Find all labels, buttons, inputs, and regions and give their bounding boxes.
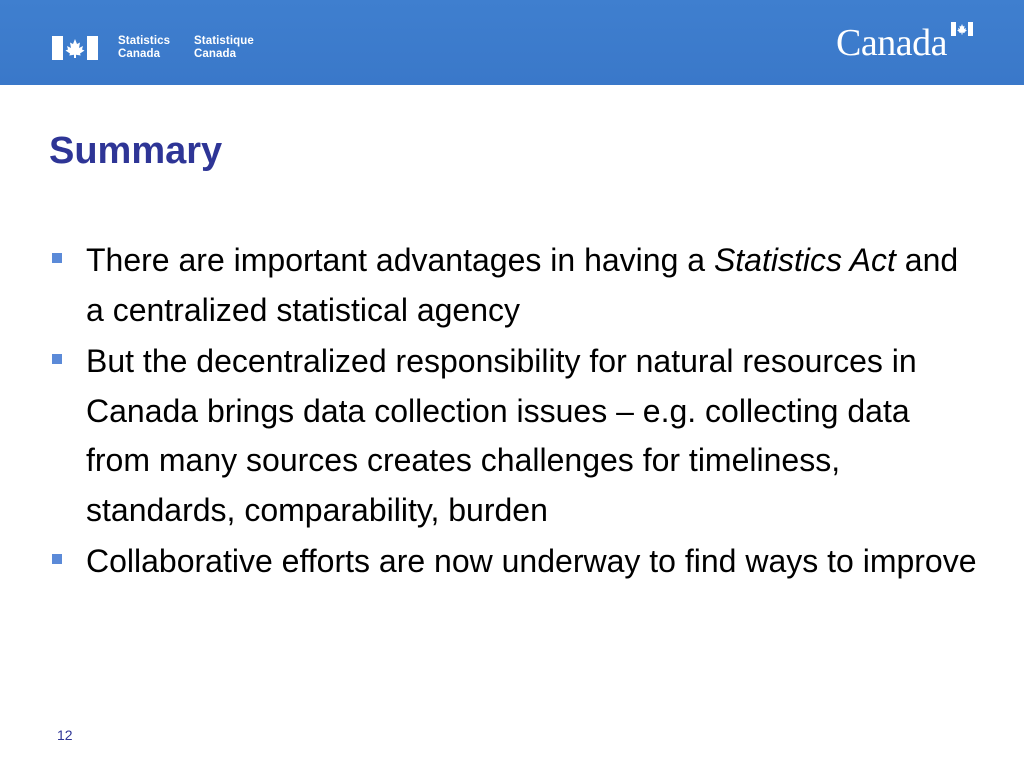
signature-fr-line2: Canada — [194, 47, 237, 60]
bullet-text-part: There are important advantages in having a — [86, 242, 714, 278]
signature-en-line1: Statistics — [118, 35, 171, 47]
square-bullet-icon — [52, 354, 62, 364]
bullet-text-italic: Statistics Act — [713, 242, 896, 278]
square-bullet-icon — [52, 253, 62, 263]
bullet-text: But the decentralized responsibility for natural resources in Canada brings data collection issues – e.g. collecting data from many sources creates challenges for timeliness, standards, comparability, burden — [86, 343, 917, 528]
signature-fr-line1: Statistique — [194, 35, 254, 47]
bullet-text: Collaborative efforts are now underway to find ways to improve — [86, 543, 977, 579]
bullet-item — [50, 537, 980, 587]
canada-wordmark: Canada — [836, 22, 947, 64]
page-number: 12 — [57, 727, 73, 743]
slide-title: Summary — [49, 130, 223, 172]
wordmark-flag-icon — [951, 22, 973, 36]
canada-flag-icon — [52, 36, 98, 60]
bullet-item — [50, 236, 980, 335]
square-bullet-icon — [52, 554, 62, 564]
header-bar — [0, 0, 1024, 85]
bullet-item — [50, 337, 980, 535]
bullet-text-part: and a centralized statistical agency — [86, 242, 959, 328]
signature-en-line2: Canada — [118, 47, 161, 60]
signature-french — [194, 35, 254, 60]
signature-english — [118, 35, 170, 60]
bullet-list — [50, 236, 980, 589]
